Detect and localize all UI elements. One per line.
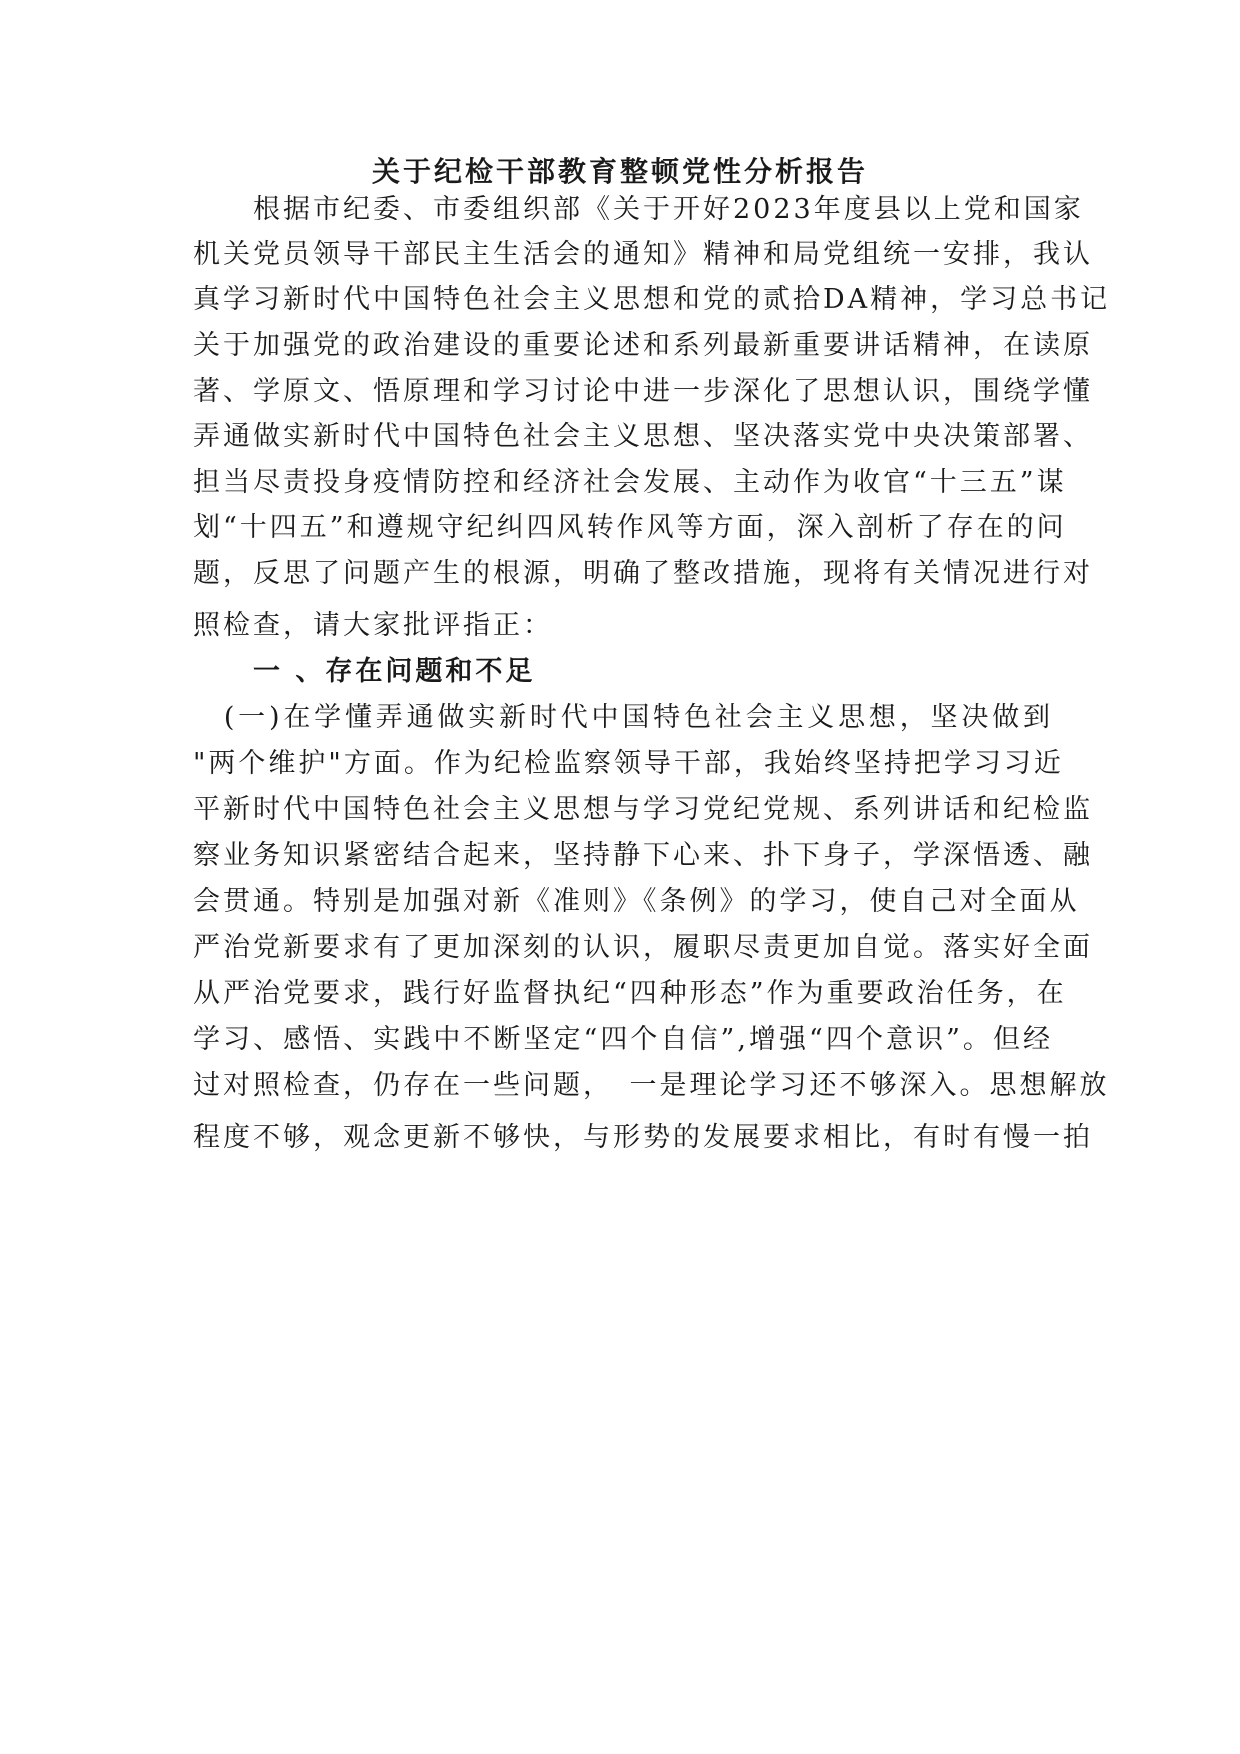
paragraph-line: 从严治党要求，践行好监督执纪“四种形态”作为重要政治任务，在	[193, 978, 1067, 1009]
paragraph-line: "两个维护"方面。作为纪检监察领导干部，我始终坚持把学习习近	[193, 748, 1064, 779]
paragraph-line: 过对照检查，仍存在一些问题， 一是理论学习还不够深入。思想解放	[193, 1070, 1110, 1101]
section-heading: 一 、存在问题和不足	[253, 656, 536, 687]
paragraph-line: 严治党新要求有了更加深刻的认识，履职尽责更加自觉。落实好全面	[193, 932, 1093, 963]
paragraph-line: 学习、感悟、实践中不断坚定“四个自信”,增强“四个意识”。但经	[193, 1024, 1053, 1055]
paragraph-line: 察业务知识紧密结合起来，坚持静下心来、扑下身子，学深悟透、融	[193, 840, 1093, 871]
paragraph-line: 真学习新时代中国特色社会主义思想和党的贰拾DA精神，学习总书记	[193, 284, 1111, 315]
paragraph-line: 担当尽责投身疫情防控和经济社会发展、主动作为收官“十三五”谋	[193, 467, 1067, 498]
paragraph-line: 平新时代中国特色社会主义思想与学习党纪党规、系列讲话和纪检监	[193, 794, 1093, 825]
paragraph-line: 题，反思了问题产生的根源，明确了整改措施，现将有关情况进行对	[193, 558, 1093, 589]
paragraph-line: 著、学原文、悟原理和学习讨论中进一步深化了思想认识，围绕学懂	[193, 376, 1093, 407]
paragraph-line: 照检查，请大家批评指正：	[193, 610, 553, 641]
paragraph-line: 关于加强党的政治建设的重要论述和系列最新重要讲话精神，在读原	[193, 330, 1093, 361]
paragraph-line: 划“十四五”和遵规守纪纠四风转作风等方面，深入剖析了存在的问	[193, 512, 1067, 543]
paragraph-line: 会贯通。特别是加强对新《准则》《条例》的学习，使自己对全面从	[193, 886, 1080, 917]
paragraph-line: (一)在学懂弄通做实新时代中国特色社会主义思想，坚决做到	[193, 702, 1053, 733]
document-title: 关于纪检干部教育整顿党性分析报告	[371, 155, 868, 188]
paragraph-line: 程度不够，观念更新不够快，与形势的发展要求相比，有时有慢一拍	[193, 1122, 1093, 1153]
paragraph-line: 弄通做实新时代中国特色社会主义思想、坚决落实党中央决策部署、	[193, 421, 1093, 452]
paragraph-line: 根据市纪委、市委组织部《关于开好2023年度县以上党和国家	[193, 194, 1084, 225]
paragraph-line: 机关党员领导干部民主生活会的通知》精神和局党组统一安排，我认	[193, 239, 1093, 270]
